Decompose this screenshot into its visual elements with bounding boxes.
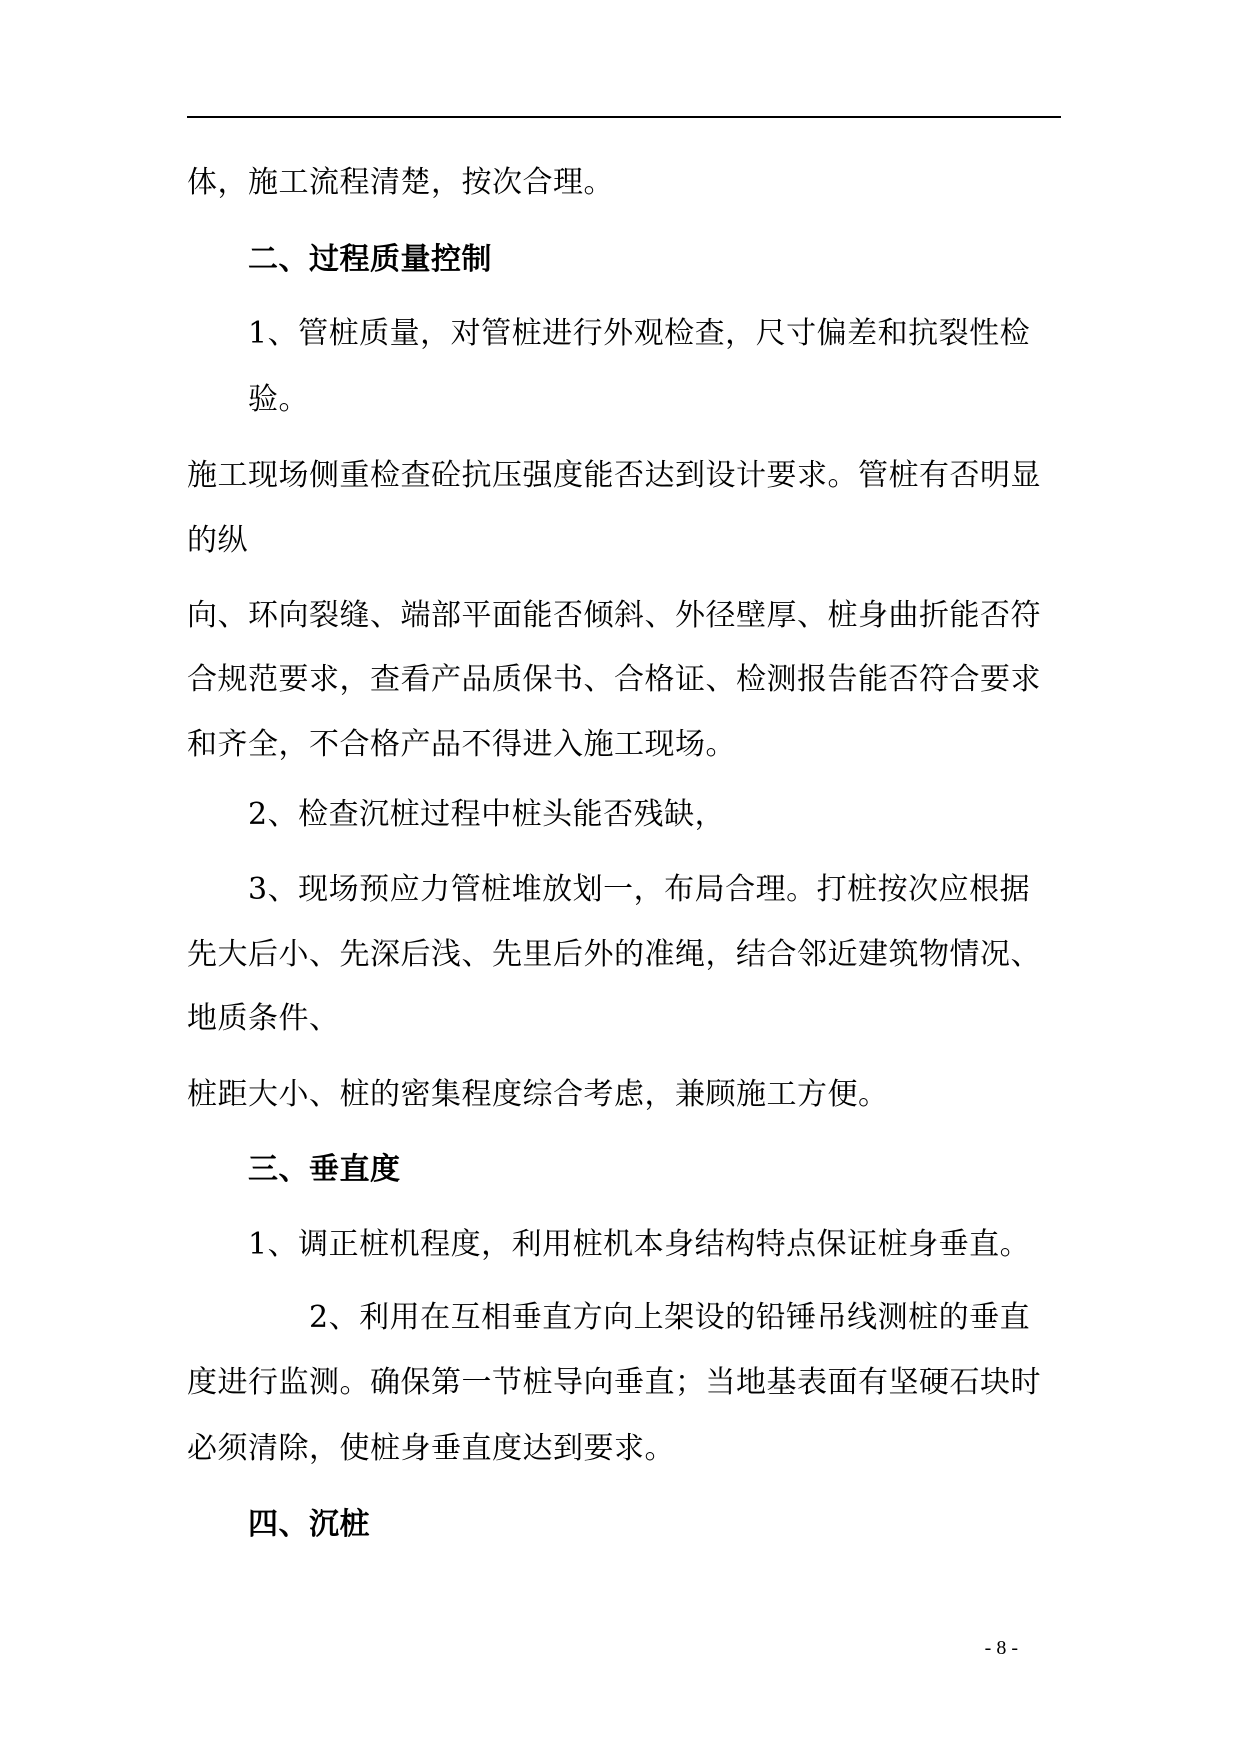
body-line-3: 1、管桩质量，对管桩进行外观检查，尺寸偏差和抗裂性检 xyxy=(248,316,1031,351)
body-line-6: 的纵 xyxy=(187,523,248,558)
body-line-11: 3、现场预应力管桩堆放划一，布局合理。打桩按次应根据 xyxy=(248,872,1031,907)
body-line-8: 合规范要求，查看产品质保书、合格证、检测报告能否符合要求 xyxy=(187,662,1041,697)
body-line-19: 必须清除，使桩身垂直度达到要求。 xyxy=(187,1431,675,1466)
page-number: - 8 - xyxy=(984,1637,1018,1659)
header-rule xyxy=(187,116,1061,118)
body-line-18: 度进行监测。确保第一节桩导向垂直；当地基表面有坚硬石块时 xyxy=(187,1365,1041,1400)
body-line-9: 和齐全，不合格产品不得进入施工现场。 xyxy=(187,727,736,762)
body-line-17: 2、利用在互相垂直方向上架设的铅锤吊线测桩的垂直 xyxy=(309,1300,1031,1335)
body-line-10: 2、检查沉桩过程中桩头能否残缺， xyxy=(248,797,726,832)
body-line-7: 向、环向裂缝、端部平面能否倾斜、外径壁厚、桩身曲折能否符 xyxy=(187,598,1041,633)
body-line-14: 桩距大小、桩的密集程度综合考虑，兼顾施工方便。 xyxy=(187,1077,889,1112)
body-line-1: 体，施工流程清楚，按次合理。 xyxy=(187,165,614,200)
section-heading-3: 三、垂直度 xyxy=(248,1152,401,1187)
body-line-16: 1、调正桩机程度，利用桩机本身结构特点保证桩身垂直。 xyxy=(248,1227,1031,1262)
section-heading-2: 二、过程质量控制 xyxy=(248,242,492,277)
section-heading-4: 四、沉桩 xyxy=(248,1507,370,1542)
body-line-5: 施工现场侧重检查砼抗压强度能否达到设计要求。管桩有否明显 xyxy=(187,458,1041,493)
body-line-13: 地质条件、 xyxy=(187,1001,340,1036)
body-line-4: 验。 xyxy=(248,382,309,417)
body-line-12: 先大后小、先深后浅、先里后外的准绳，结合邻近建筑物情况、 xyxy=(187,937,1041,972)
